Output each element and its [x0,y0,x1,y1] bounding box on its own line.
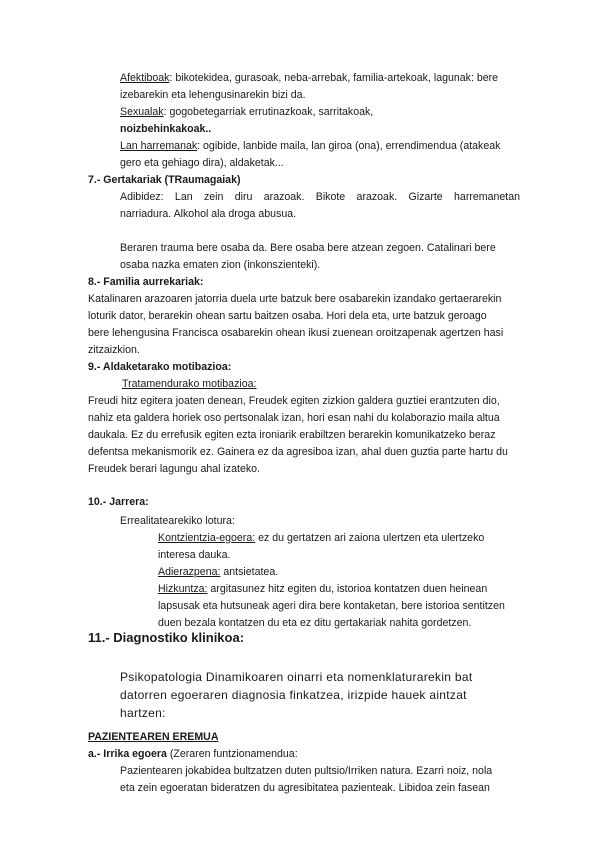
hizkuntza-line [158,581,520,598]
section-7-p2-line2: osaba nazka ematen zion (inkonszienteki). [120,259,321,271]
section-9-heading: 9.- Aldaketarako motibazioa: [88,361,232,373]
section-7-p1-line1: Adibidez: Lan zein diru arazoak. Bikote arazoak. Gizarte harremanetan [120,191,520,203]
afektiboak-line2: izebarekin eta lehengusinarekin bizi da. [120,89,306,101]
eremua-body [120,763,520,797]
section-11-heading: 11.- Diagnostiko klinikoa: [88,630,245,645]
section-8-line: loturik dator, berarekin ohean sartu baitzen osaba. Hori dela eta, urte batzuk geroago [88,310,487,322]
afektiboak-line [120,70,520,87]
kontzientzia-line2: interesa dauka. [158,549,231,561]
section-7-p1-line2: narriadura. Alkohol ala droga abusua. [120,208,297,220]
sexualak-text: : gogobetegarriak errutinazkoak, sarritakoak, [163,106,374,118]
section-7-p2-line1: Beraren trauma bere osaba da. Bere osaba bere atzean zegoen. Catalinari bere [120,242,496,254]
eremua-heading: PAZIENTEAREN EREMUA [88,731,219,743]
section-11-line: datorren egoeraren diagnosia finkatzea, irizpide hauek aintzat [120,688,467,702]
reality-subheading: Errealitatearekiko lotura: [120,515,235,527]
section-9-line: daukala. Ez du errefusik egiten ezta ironiarik erabiltzen berarekin komunikatzeko beraz [88,429,496,441]
section-11-line: hartzen: [120,706,166,720]
adierazpena-line [158,564,520,581]
section-11-line: Psikopatologia Dinamikoaren oinarri eta nomenklaturarekin bat [120,670,473,684]
hizkuntza-line3: duen bezala kontatzen du eta ez ditu gertakariak nahita gordetzen. [158,617,472,629]
irrika-line [88,746,298,763]
section-9-line: nahiz eta galdera horiek oso pertsonalak izan, hori esan nahi du kolaborazio maila altua [88,412,500,424]
hizkuntza-line2: lapsusak eta hutsuneak ageri dira bere kontaketan, bere istorioa sentitzen [158,600,505,612]
sexualak-line2: noizbehinkakoak.. [120,123,212,135]
lan-label: Lan harremanak [120,140,198,152]
section-10-heading: 10.- Jarrera: [88,496,149,508]
afektiboak-text: : bikotekidea, gurasoak, neba-arrebak, familia-artekoak, lagunak: bere [169,72,499,84]
lan-text: : ogibide, lanbide maila, lan giroa (ona), errendimendua (atakeak [197,140,501,152]
section-9-line: Freudek berari lagungu ahal izateko. [88,463,260,475]
afektiboak-label: Afektiboak [120,72,170,84]
section-8-body [88,291,520,359]
sexualak-line [120,104,520,121]
section-9-body [88,393,520,478]
kontzientzia-line [158,530,520,547]
eremua-line: Pazientearen jokabidea bultzatzen duten pultsio/Irriken natura. Ezarri noiz, nola [120,765,493,777]
section-10-body [158,530,520,632]
hizkuntza-text: argitasunez hitz egiten du, istorioa kontatzen duen heinean [207,583,488,595]
irrika-text: (Zeraren funtzionamendua: [166,748,298,760]
section-8-heading: 8.- Familia aurrekariak: [88,276,204,288]
section-11-body [120,668,520,722]
section-7-body [120,189,520,274]
irrika-label: a.- Irrika egoera [88,748,167,760]
section-7-heading: 7.- Gertakariak (TRaumagaiak) [88,174,241,186]
lan-line [120,138,520,155]
section-8-line: Katalinaren arazoaren jatorria duela urte batzuk bere osabarekin izandako gertaerarekin [88,293,502,305]
section-8-line: bere lehengusina Francisca osabarekin ohean ikusi zuenean oroitzapenak agertzen hasi [88,327,504,339]
section-9-subheading: Tratamendurako motibazioa: [122,378,257,390]
eremua-line: eta zein egoeratan bideratzen du agresibitatea pazienteak. Libidoa zein fasean [120,782,490,794]
kontzientzia-label: Kontzientzia-egoera: [158,532,256,544]
adierazpena-text: antsietatea. [220,566,279,578]
lan-line2: gero eta gehiago dira), aldaketak... [120,157,284,169]
hizkuntza-label: Hizkuntza: [158,583,208,595]
sexualak-label: Sexualak [120,106,164,118]
adierazpena-label: Adierazpena: [158,566,221,578]
relations-block [120,70,520,172]
kontzientzia-text: ez du gertatzen ari zaiona ulertzen eta ulertzeko [255,532,485,544]
section-9-line: defentsa mekanismorik ez. Gainera ez da agresiboa izan, ahal duen guztia parte hartu du [88,446,508,458]
section-9-line: Freudi hitz egitera joaten denean, Freudek egiten zizkion galdera guztiei erantzuten dio, [88,395,500,407]
section-8-line: zitzaizkion. [88,344,140,356]
